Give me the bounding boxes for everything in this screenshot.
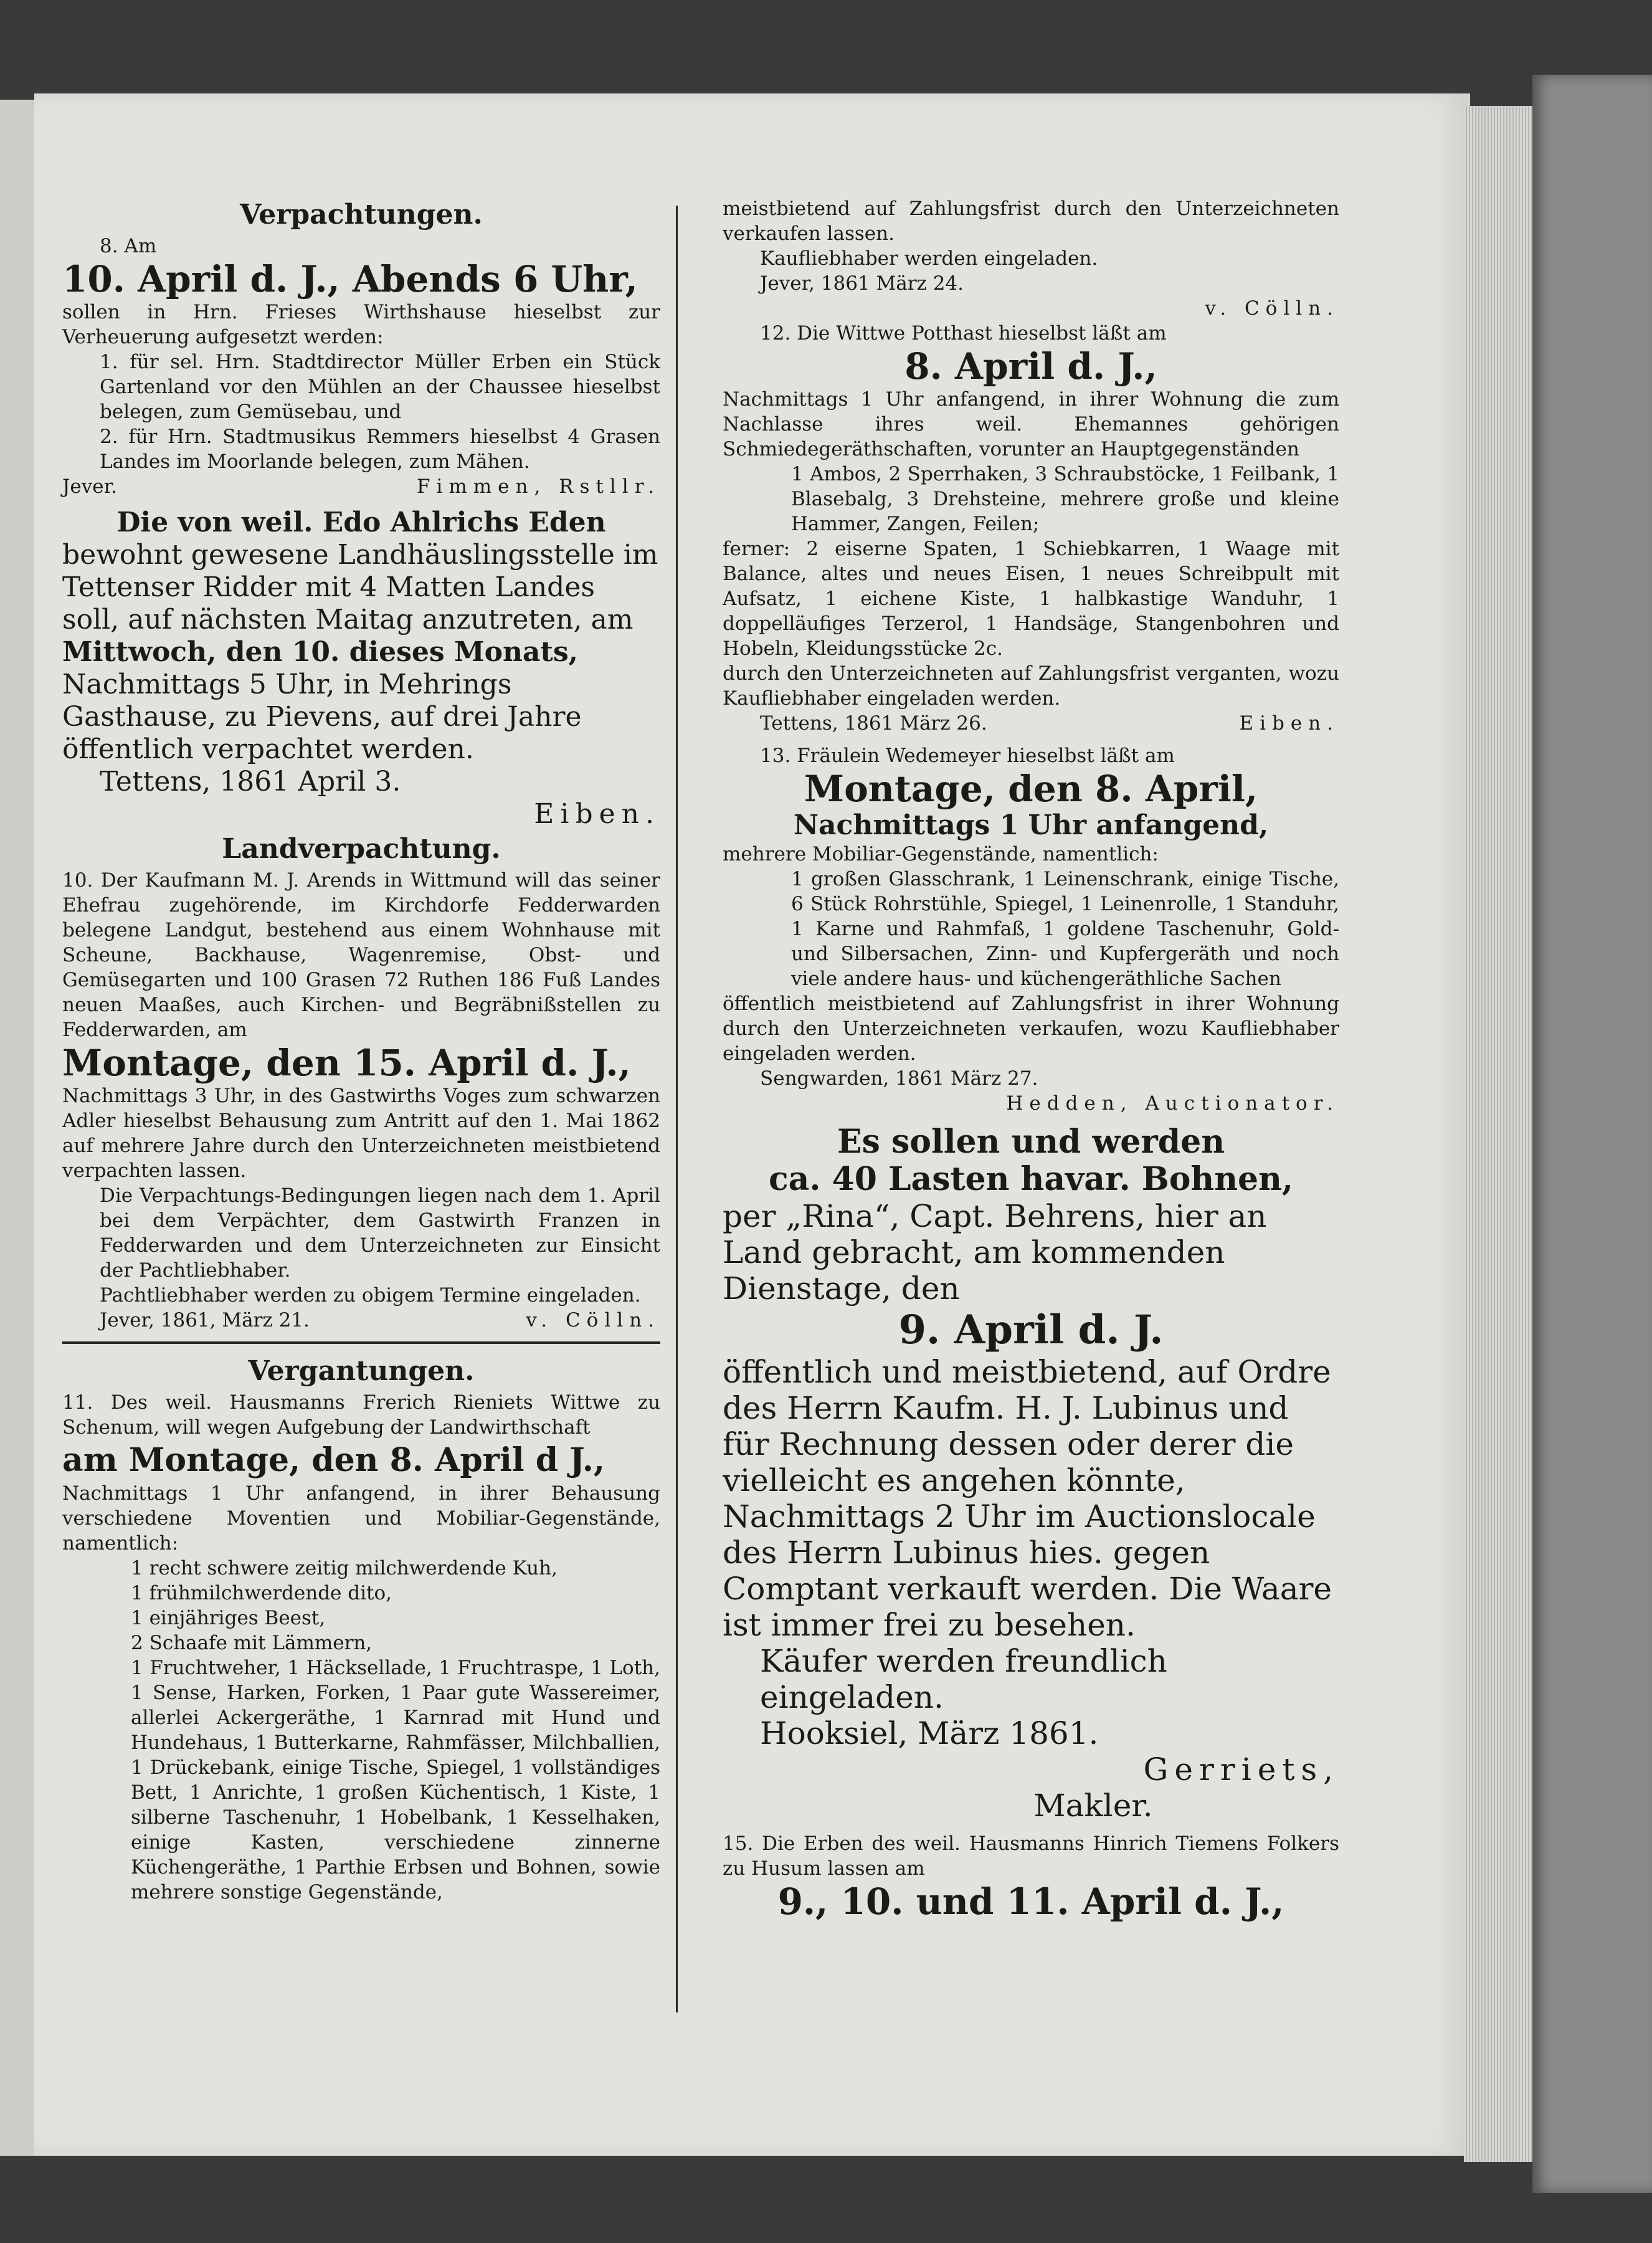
notice-10-text-3: Die Verpachtungs-Bedingungen liegen nach dem 1. April bei dem Verpächter, dem Gastwirth Franzen in Fedderwarden und dem Unterzeichneten zur Einsicht der Pachtliebhaber. [100, 1184, 660, 1282]
notice-10-text: 10. Der Kaufmann M. J. Arends in Wittmund will das seiner Ehefrau zugehörende, im Kirchdorfe Fedderwarden belegene Landgut, bestehend aus einem Wohnhause mit Scheune, Backhause, Wagenremise, Obst- und Gemüsegarten und 100 Grasen 72 Ruthen 186 Fuß Landes neuen Maaßes, auch Kirchen- und Begräbnißstellen zu Fedderwarden, am [62, 869, 660, 1041]
eden-dateline: Tettens, 1861 April 3. [100, 766, 401, 798]
notice-12-text-2: Nachmittags 1 Uhr anfangend, in ihrer Wohnung die zum Nachlasse ihres weil. Ehemannes gehörigen Schmiedegeräthschaften, vorunter an Hauptgegenständen [723, 388, 1339, 460]
notice-13-date: Montage, den 8. April, [804, 768, 1258, 810]
notice-13-dateline: Sengwarden, 1861 März 27. [760, 1067, 1038, 1090]
notice-8-place: Jever. [62, 475, 117, 498]
eden-date-line: Mittwoch, den 10. dieses Monats, [62, 636, 578, 668]
bohnen-date: 9. April d. J. [898, 1307, 1164, 1353]
notice-13-time: Nachmittags 1 Uhr anfangend, [793, 809, 1269, 841]
notice-11-date: am Montage, den 8. April d J., [62, 1441, 605, 1479]
notice-11-item: 1 einjähriges Beest, [131, 1607, 326, 1629]
notice-8-number: 8. Am [100, 235, 157, 257]
notice-12-end: durch den Unterzeichneten auf Zahlungsfrist verganten, wozu Kaufliebhaber eingeladen werden. [723, 662, 1339, 710]
bohnen-heading: Es sollen und werden [837, 1123, 1225, 1161]
notice-15-date: 9., 10. und 11. April d. J., [777, 1880, 1284, 1923]
eden-heading: Die von weil. Edo Ahlrichs Eden [116, 507, 606, 538]
notice-10-text-4: Pachtliebhaber werden zu obigem Termine eingeladen. [100, 1284, 641, 1307]
notice-11-item: 1 recht schwere zeitig milchwerdende Kuh, [131, 1557, 558, 1579]
notice-12-footer [723, 711, 1339, 736]
notice-11-signature: v. Cölln. [1205, 297, 1339, 320]
notice-8-signature: Fimmen, Rstllr. [416, 475, 660, 498]
notice-8-footer [62, 474, 660, 499]
bohnen-text-2: öffentlich und meistbietend, auf Ordre des Herrn Kaufm. H. J. Lubinus und für Rechnung dessen oder derer die vielleicht es angehen könnte, Nachmittags 2 Uhr im Auctionslocale des Herrn Lubinus hies. gegen Comptant verkauft werden. Die Waare ist immer frei zu besehen. [723, 1354, 1332, 1643]
notice-12-items: 1 Ambos, 2 Sperrhaken, 3 Schraubstöcke, 1 Feilbank, 1 Blasebalg, 3 Drehsteine, mehrere große und kleine Hammer, Zangen, Feilen; [791, 463, 1339, 535]
right-column [723, 196, 1339, 1922]
book-page-edges [1464, 106, 1532, 2162]
notice-13-text: 13. Fräulein Wedemeyer hieselbst läßt am [760, 745, 1175, 767]
notice-11-item: 1 frühmilchwerdende dito, [131, 1582, 392, 1604]
notice-12-ferner: ferner: 2 eiserne Spaten, 1 Schiebkarren, 1 Waage mit Balance, altes und neues Eisen, 1 neues Schreibpult mit Aufsatz, 1 eichene Kiste, 1 halbkastige Wanduhr, 1 doppelläufiges Terzerol, 1 Handsäge, Stangenbohren und Hobeln, Kleidungsstücke 2c. [723, 538, 1339, 660]
eden-text-2: Nachmittags 5 Uhr, in Mehrings Gasthause, zu Pievens, auf drei Jahre öffentlich verpachtet werden. [62, 669, 582, 765]
notice-12-date: 8. April d. J., [904, 345, 1157, 388]
notice-12-signature: Eiben. [1239, 712, 1339, 735]
column-divider [676, 206, 678, 2012]
notice-8-item-1: 1. für sel. Hrn. Stadtdirector Müller Erben ein Stück Gartenland vor den Mühlen an der Chaussee hieselbst belegen, zum Gemüsebau, und [100, 351, 660, 423]
section-heading-landverpachtung: Landverpachtung. [222, 833, 501, 865]
notice-12-dateline: Tettens, 1861 März 26. [760, 712, 987, 735]
bohnen-text: per „Rina“, Capt. Behrens, hier an Land gebracht, am kommenden Dienstage, den [723, 1198, 1267, 1307]
notice-10-text-2: Nachmittags 3 Uhr, in des Gastwirths Voges zum schwarzen Adler hieselbst Behausung zum Antritt auf den 1. Mai 1862 auf mehrere Jahre durch den Unterzeichneten meistbietend verpachten lassen. [62, 1085, 660, 1182]
notice-8-date: 10. April d. J., Abends 6 Uhr, [62, 258, 638, 300]
section-rule [62, 1341, 660, 1344]
notice-10-footer [62, 1308, 660, 1333]
bohnen-heading-2: ca. 40 Lasten havar. Bohnen, [768, 1160, 1294, 1198]
notice-13-items: 1 großen Glasschrank, 1 Leinenschrank, einige Tische, 6 Stück Rohrstühle, Spiegel, 1 Leinenrolle, 1 Standuhr, 1 Karne und Rahmfaß, 1 goldene Taschenuhr, Gold- und Silbersachen, Zinn- und Kupfergeräth und noch viele andere haus- und küchengeräthliche Sachen [791, 868, 1339, 990]
eden-text: bewohnt gewesene Landhäuslingsstelle im Tettenser Ridder mit 4 Matten Landes soll, auf nächsten Maitag anzutreten, am [62, 539, 658, 636]
notice-11-invitation: Kaufliebhaber werden eingeladen. [760, 247, 1098, 270]
notice-13-signature: Hedden, Auctionator. [1006, 1092, 1339, 1115]
notice-13-end: öffentlich meistbietend auf Zahlungsfrist in ihrer Wohnung durch den Unterzeichneten verkaufen, wozu Kaufliebhaber eingeladen werden. [723, 993, 1339, 1065]
notice-13-text-2: mehrere Mobiliar-Gegenstände, namentlich: [723, 843, 1159, 865]
bohnen-signature: Gerriets, [1143, 1751, 1339, 1788]
notice-11-continued: meistbietend auf Zahlungsfrist durch den Unterzeichneten verkaufen lassen. [723, 198, 1339, 245]
facing-page-edge [0, 100, 34, 2156]
notice-11-text: 11. Des weil. Hausmanns Frerich Rieniets Wittwe zu Schenum, will wegen Aufgebung der Landwirthschaft [62, 1391, 660, 1439]
notice-10-signature: v. Cölln. [526, 1309, 660, 1331]
bohnen-invitation: Käufer werden freundlich eingeladen. [760, 1643, 1167, 1715]
bohnen-signature-title: Makler. [1033, 1788, 1153, 1824]
notice-15-text: 15. Die Erben des weil. Hausmanns Hinrich Tiemens Folkers zu Husum lassen am [723, 1832, 1339, 1880]
left-column [62, 196, 660, 1905]
notice-11-text-2: Nachmittags 1 Uhr anfangend, in ihrer Behausung verschiedene Moventien und Mobiliar-Gegenstände, namentlich: [62, 1482, 660, 1555]
eden-signature: Eiben. [534, 798, 660, 830]
section-heading-verpachtungen: Verpachtungen. [240, 199, 483, 231]
notice-11-item: 2 Schaafe mit Lämmern, [131, 1632, 373, 1654]
bohnen-place: Hooksiel, März 1861. [760, 1715, 1099, 1751]
notice-10-dateline: Jever, 1861, März 21. [100, 1309, 310, 1331]
notice-11-dateline: Jever, 1861 März 24. [760, 272, 964, 295]
book-cover [1532, 75, 1652, 2193]
notice-11-item: 1 Fruchtweher, 1 Häcksellade, 1 Fruchtraspe, 1 Loth, 1 Sense, Harken, Forken, 1 Paar gute Wassereimer, allerlei Ackergeräthe, 1 Karnrad mit Hund und Hundehaus, 1 Butterkarne, Rahmfässer, Milchballien, 1 Drückebank, einige Tische, Spiegel, 1 vollständiges Bett, 1 Anrichte, 1 großen Küchentisch, 1 Kiste, 1 silberne Taschenuhr, 1 Hobelbank, 1 Kesselhaken, einige Kasten, verschiedene zinnerne Küchengeräthe, 1 Parthie Erbsen und Bohnen, sowie mehrere sonstige Gegenstände, [131, 1657, 660, 1903]
notice-10-date: Montage, den 15. April d. J., [62, 1042, 631, 1084]
notice-8-item-2: 2. für Hrn. Stadtmusikus Remmers hieselbst 4 Grasen Landes im Moorlande belegen, zum Mähen. [100, 426, 660, 473]
section-heading-vergantungen: Vergantungen. [248, 1355, 475, 1387]
notice-8-text: sollen in Hrn. Frieses Wirthshause hieselbst zur Verheuerung aufgesetzt werden: [62, 301, 660, 348]
notice-12-text: 12. Die Wittwe Potthast hieselbst läßt am [760, 322, 1167, 345]
